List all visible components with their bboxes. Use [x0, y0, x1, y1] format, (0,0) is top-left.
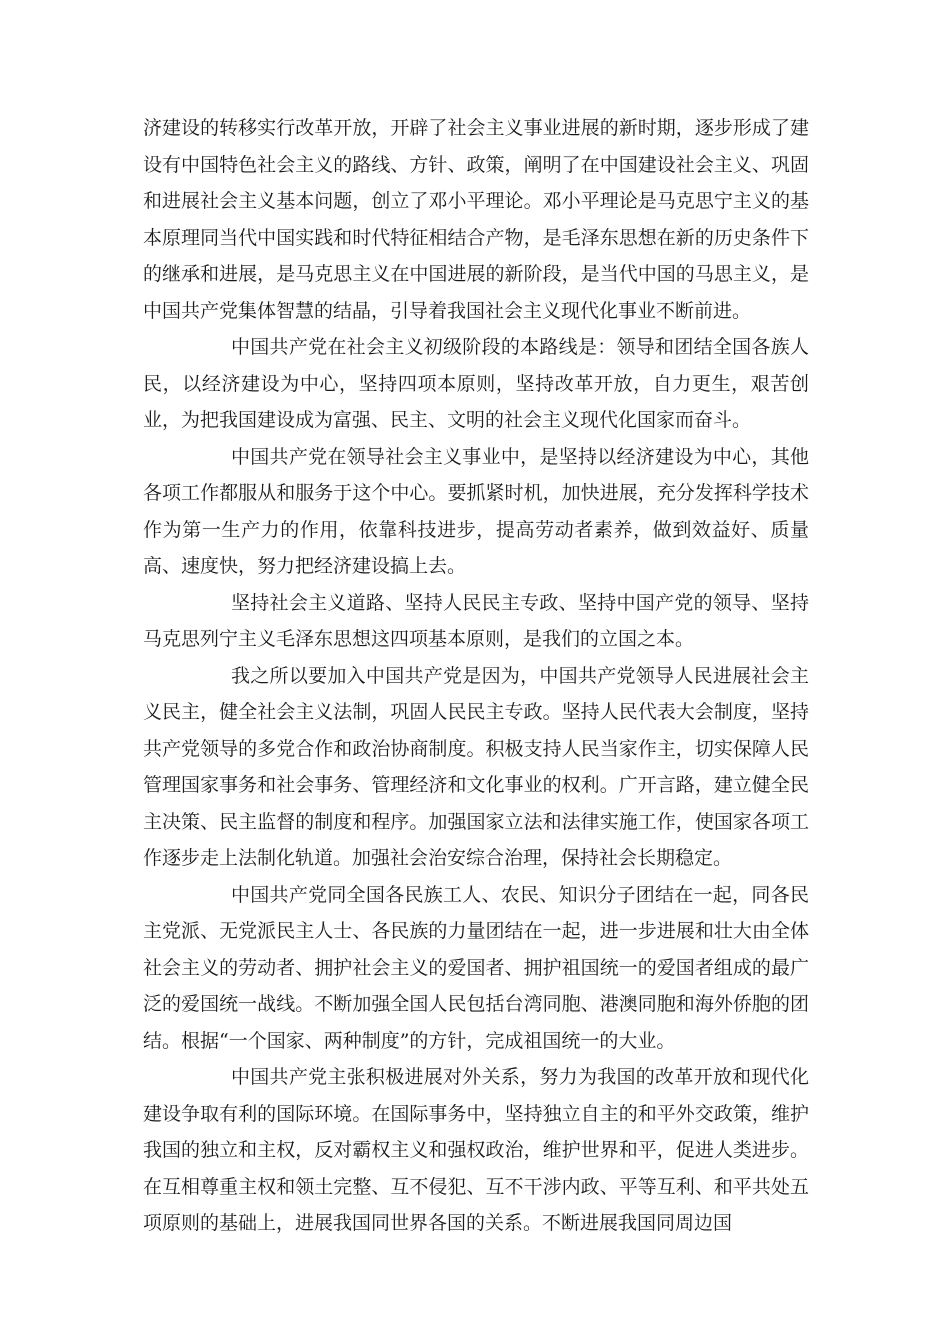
paragraph-four-principles: 坚持社会主义道路、坚持人民民主专政、坚持中国产党的领导、坚持马克思列宁主义毛泽东思想这四项基本原则，是我们的立国之本。: [143, 591, 809, 650]
paragraph-continued: 济建设的转移实行改革开放，开辟了社会主义事业进展的新时期，逐步形成了建设有中国特色社会主义的路线、方针、政策，阐明了在中国建设社会主义、巩固和进展社会主义基本问题，创立了邓小平理论。邓小平理论是马克思宁主义的基本原理同当代中国实践和时代特征相结合产物，是毛泽东思想在新的历史条件下的继承和进展，是马克思主义在中国进展的新阶段，是当代中国的马思主义，是中国共产党集体智慧的结晶，引导着我国社会主义现代化事业不断前进。: [143, 117, 809, 322]
paragraph-foreign-relations: 中国共产党主张积极进展对外关系，努力为我国的改革开放和现代化建设争取有利的国际环境。在国际事务中，坚持独立自主的和平外交政策，维护我国的独立和主权，反对霸权主义和强权政治，维护世界和平，促进人类进步。在互相尊重主权和领土完整、互不侵犯、互不干涉内政、平等互利、和平共处五项原则的基础上，进展我国同世界各国的关系。不断进展我国同周边国: [143, 1066, 809, 1234]
paragraph-basic-line: 中国共产党在社会主义初级阶段的本路线是：领导和团结全国各族人民，以经济建设为中心，坚持四项本原则，坚持改革开放，自力更生，艰苦创业，为把我国建设成为富强、民主、文明的社会主义现代化国家而奋斗。: [143, 336, 809, 431]
paragraph-why-join: 我之所以要加入中国共产党是因为，中国共产党领导人民进展社会主义民主，健全社会主义法制，巩固人民民主专政。坚持人民代表大会制度，坚持共产党领导的多党合作和政治协商制度。积极支持人民当家作主，切实保障人民管理国家事务和社会事务、管理经济和文化事业的权利。广开言路，建立健全民主决策、民主监督的制度和程序。加强国家立法和法律实施工作，使国家各项工作逐步走上法制化轨道。加强社会治安综合治理，保持社会长期稳定。: [143, 664, 809, 869]
paragraph-united-front: 中国共产党同全国各民族工人、农民、知识分子团结在一起，同各民主党派、无党派民主人士、各民族的力量团结在一起，进一步进展和壮大由全体社会主义的劳动者、拥护社会主义的爱国者、拥护祖国统一的爱国者组成的最广泛的爱国统一战线。不断加强全国人民包括台湾同胞、港澳同胞和海外侨胞的团结。根据“一个国家、两种制度”的方针，完成祖国统一的大业。: [143, 883, 809, 1052]
document-body: [143, 110, 809, 1242]
paragraph-economic-center: 中国共产党在领导社会主义事业中，是坚持以经济建设为中心，其他各项工作都服从和服务于这个中心。要抓紧时机，加快进展，充分发挥科学技术作为第一生产力的作用，依靠科技进步，提高劳动者素养，做到效益好、质量高、速度快，努力把经济建设搞上去。: [143, 445, 809, 577]
